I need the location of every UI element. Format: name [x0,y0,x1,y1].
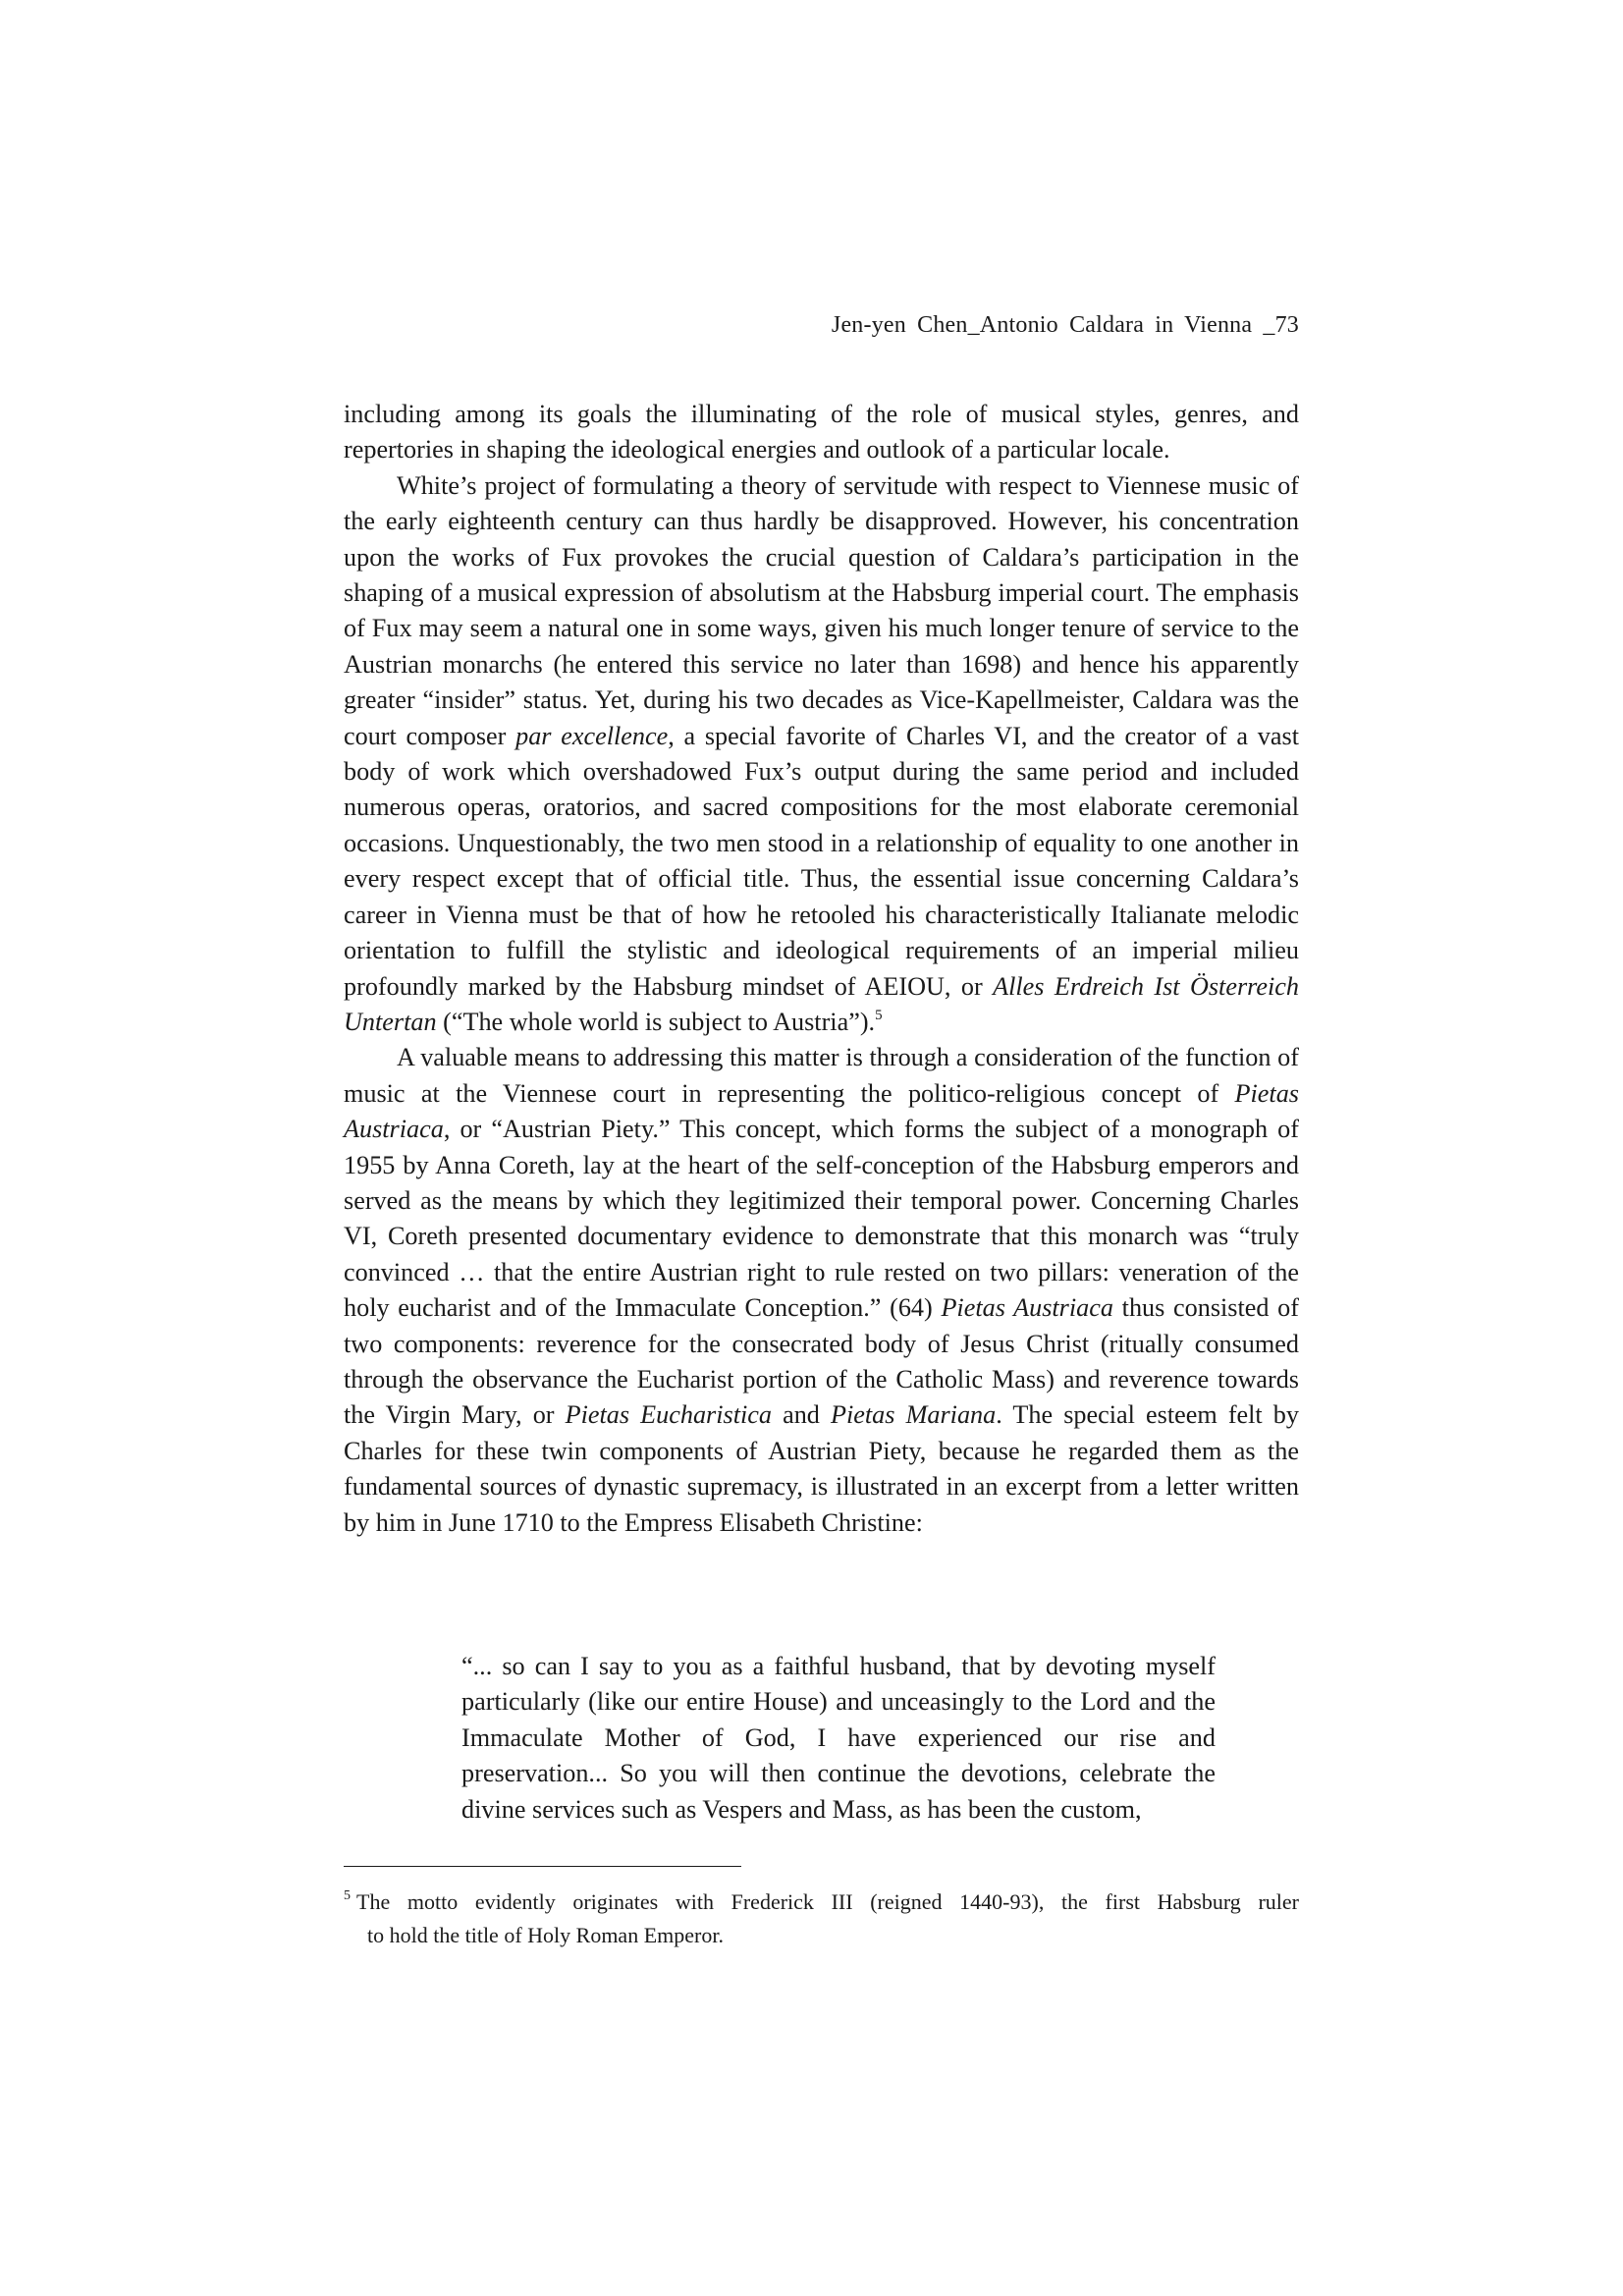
footnote-divider [344,1866,741,1867]
paragraph-2-italic-par-excellence: par excellence [515,721,669,750]
paragraph-2-text-b: , a special favorite of Charles VI, and the creator of a vast body of work which overshadowed Fux’s output during the same period and included numerous operas, oratorios, and sacred compositions for the most elaborate ceremonial occasions. Unquestionably, the two men stood in a relationship of equality to one another in every respect except that of official title. Thus, the essential issue concerning Caldara’s career in Vienna must be that of how he retooled his characteristically Italianate melodic orientation to fulfill the stylistic and ideological requirements of an imperial milieu profoundly marked by the Habsburg mindset of AEIOU, or [344,721,1299,1001]
main-text [344,397,1299,1541]
block-quote-text: “... so can I say to you as a faithful husband, that by devoting myself particularly (like our entire House) and unceasingly to the Lord and the Immaculate Mother of God, I have experienced our rise and preservation... So you will then continue the devotions, celebrate the divine services such as Vespers and Mass, as has been the custom, [461,1652,1216,1824]
paragraph-3-italic-pietas-austriaca: Pietas Austriaca [344,1078,1299,1144]
footnote-reference[interactable]: 5 [875,1007,883,1023]
paragraph-2-italic-motto: Alles Erdreich Ist Österreich Untertan [344,971,1299,1036]
paragraph-3-text-e: . The special esteem felt by Charles for these twin components of Austrian Piety, because he regarded them as the fundamental sources of dynastic supremacy, is illustrated in an excerpt from a letter written by him in June 1710 to the Empress Elisabeth Christine: [344,1400,1299,1537]
paragraph-3-italic-pietas-mariana: Pietas Mariana [831,1400,997,1430]
footnote-line-2: to hold the title of Holy Roman Emperor. [367,1923,724,1947]
paragraph-2-text-c: (“The whole world is subject to Austria”). [436,1007,876,1036]
paragraph-3-text-c: thus consisted of two components: reverence for the consecrated body of Jesus Christ (ritually consumed through the observance the Eucharist portion of the Catholic Mass) and reverence towards the Virgin Mary, or [344,1293,1300,1430]
paragraph-3-text-d: and [772,1400,832,1430]
footnote-text-1: The motto evidently originates with Frederick III (reigned 1440-93), the first Habsburg ruler [356,1889,1299,1914]
paragraph-1: including among its goals the illuminating of the role of musical styles, genres, and repertories in shaping the ideological energies and outlook of a particular locale. [344,400,1299,465]
paragraph-3-text-b: , or “Austrian Piety.” This concept, which forms the subject of a monograph of 1955 by Anna Coreth, lay at the heart of the self-conception of the Habsburg emperors and served as the means by which they legitimized their temporal power. Concerning Charles VI, Coreth presented documentary evidence to demonstrate that this monarch was “truly convinced … that the entire Austrian right to rule rested on two pillars: veneration of the holy eucharist and of the Immaculate Conception.” (64) [344,1115,1299,1323]
paragraph-2 [344,468,1299,1041]
paragraph-3 [344,1040,1299,1541]
paragraph-3-italic-pietas-austriaca-2: Pietas Austriaca [941,1293,1113,1323]
footnote-number: 5 [344,1888,351,1903]
paragraph-3-text-a: A valuable means to addressing this matter is through a consideration of the function of music at the Viennese court in representing the politico-religious concept of [344,1043,1299,1108]
block-quote [461,1649,1216,1828]
paragraph-3-italic-pietas-eucharistica: Pietas Eucharistica [565,1400,772,1430]
footnote-line-1 [344,1886,1299,1919]
footnote [344,1886,1299,1952]
paragraph-2-text-a: White’s project of formulating a theory of servitude with respect to Viennese music of the early eighteenth century can thus hardly be disapproved. However, his concentration upon the works of Fux provokes the crucial question of Caldara’s participation in the shaping of a musical expression of absolutism at the Habsburg imperial court. The emphasis of Fux may seem a natural one in some ways, given his much longer tenure of service to the Austrian monarchs (he entered this service no later than 1698) and hence his apparently greater “insider” status. Yet, during his two decades as Vice-Kapellmeister, Caldara was the court composer [344,470,1299,750]
running-header: Jen-yen Chen_Antonio Caldara in Vienna _73 [831,312,1299,338]
